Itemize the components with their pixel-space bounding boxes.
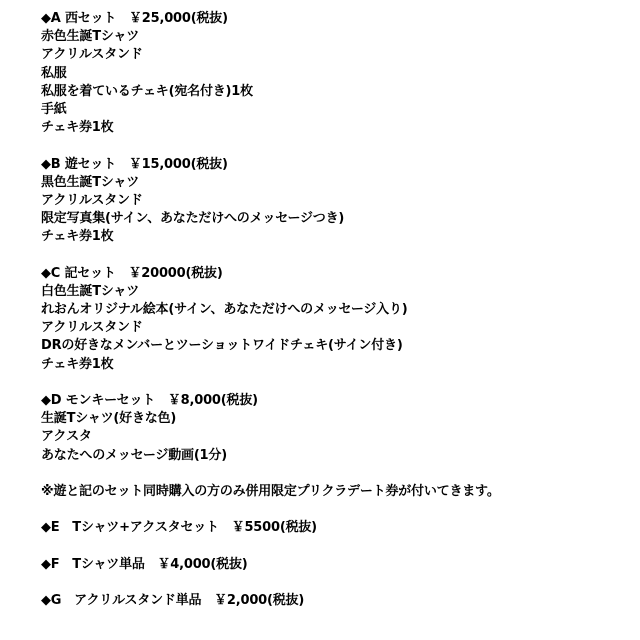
single-e: ◆E Tシャツ+アクスタセット ￥5500(税抜) bbox=[41, 520, 317, 536]
set-a-item: 手紙 bbox=[41, 101, 67, 117]
product-list bbox=[41, 10, 621, 610]
single-g: ◆G アクリルスタンド単品 ￥2,000(税抜) bbox=[41, 593, 305, 608]
set-a-item: 赤色生誕Tシャツ bbox=[41, 29, 140, 45]
set-b-item: チェキ券1枚 bbox=[41, 229, 114, 245]
set-c-item: 白色生誕Tシャツ bbox=[41, 283, 140, 299]
single-f: ◆F Tシャツ単品 ￥4,000(税抜) bbox=[41, 556, 248, 572]
set-c-header: ◆C 記セット ￥20000(税抜) bbox=[41, 265, 223, 281]
set-b-item: 黒色生誕Tシャツ bbox=[41, 174, 140, 190]
set-b-item: 限定写真集(サイン、あなただけへのメッセージつき) bbox=[41, 211, 345, 227]
spacer bbox=[41, 246, 621, 264]
spacer bbox=[41, 137, 621, 155]
set-a-header: ◆A 西セット ￥25,000(税抜) bbox=[41, 11, 228, 26]
set-d-item: アクスタ bbox=[41, 429, 92, 445]
set-d-header: ◆D モンキーセット ￥8,000(税抜) bbox=[41, 392, 258, 408]
spacer bbox=[41, 465, 621, 483]
set-c-item: アクリルスタンド bbox=[41, 320, 143, 336]
set-d-item: あなたへのメッセージ動画(1分) bbox=[41, 447, 227, 463]
set-a-item: アクリルスタンド bbox=[41, 47, 143, 63]
set-b-header: ◆B 遊セット ￥15,000(税抜) bbox=[41, 156, 228, 172]
bonus-note: ※遊と記のセット同時購入の方のみ併用限定プリクラデート券が付いてきます。 bbox=[41, 483, 500, 499]
spacer bbox=[41, 374, 621, 392]
set-c-item: チェキ券1枚 bbox=[41, 356, 114, 372]
set-d-item: 生誕Tシャツ(好きな色) bbox=[41, 411, 177, 427]
set-a-item: チェキ券1枚 bbox=[41, 120, 114, 136]
spacer bbox=[41, 574, 621, 592]
spacer bbox=[41, 537, 621, 555]
set-c-item: DRの好きなメンバーとツーショットワイドチェキ(サイン付き) bbox=[41, 338, 403, 354]
set-a-item: 私服を着ているチェキ(宛名付き)1枚 bbox=[41, 83, 253, 99]
set-b-item: アクリルスタンド bbox=[41, 192, 143, 208]
set-c-item: れおんオリジナル絵本(サイン、あなただけへのメッセージ入り) bbox=[41, 302, 408, 317]
spacer bbox=[41, 501, 621, 519]
set-a-item: 私服 bbox=[41, 65, 67, 81]
